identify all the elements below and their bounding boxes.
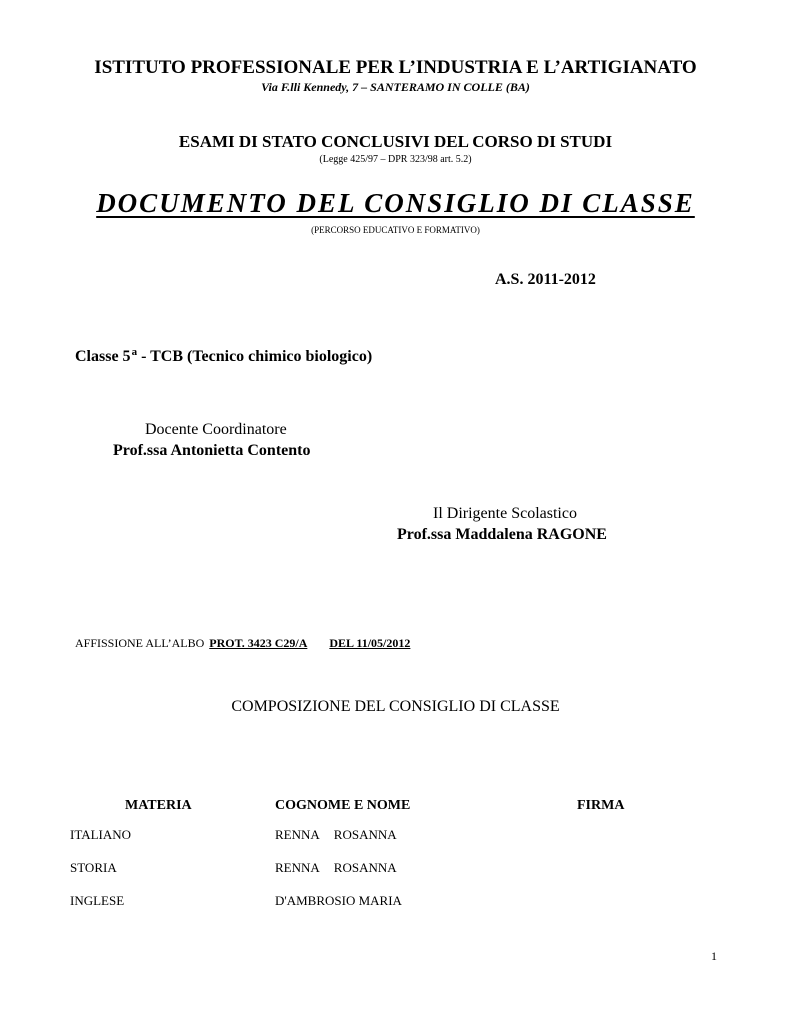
coordinator-label: Docente Coordinatore	[145, 421, 287, 438]
posting-label: AFFISSIONE ALL’ALBO	[75, 636, 205, 650]
teacher-surname: RENNA	[275, 860, 320, 875]
subject-cell: INGLESE	[70, 893, 125, 908]
teacher-first-name: ROSANNA	[333, 860, 397, 875]
composition-title: COMPOSIZIONE DEL CONSIGLIO DI CLASSE	[231, 698, 560, 715]
subject-cell: STORIA	[70, 860, 117, 875]
protocol-number: PROT. 3423 C29/A	[209, 636, 308, 650]
class-prefix: Classe 5	[75, 348, 131, 365]
principal-label: Il Dirigente Scolastico	[433, 505, 577, 522]
document-title: DOCUMENTO DEL CONSIGLIO DI CLASSE	[96, 188, 695, 218]
document-subtitle: (PERCORSO EDUCATIVO E FORMATIVO)	[311, 225, 480, 235]
class-title	[75, 346, 372, 366]
class-suffix: - TCB (Tecnico chimico biologico)	[137, 348, 373, 365]
teacher-surname: RENNA	[275, 827, 320, 842]
class-superscript: a	[131, 346, 138, 358]
teacher-cell: D'AMBROSIO MARIA	[275, 893, 402, 908]
school-name: ISTITUTO PROFESSIONALE PER L’INDUSTRIA E L’ARTIGIANATO	[94, 57, 697, 78]
subject-cell: ITALIANO	[70, 827, 132, 842]
law-reference: (Legge 425/97 – DPR 323/98 art. 5.2)	[319, 154, 472, 165]
posting-protocol	[209, 636, 410, 650]
teacher-first-name: ROSANNA	[333, 827, 397, 842]
posting-line	[75, 636, 410, 651]
coordinator-name: Prof.ssa Antonietta Contento	[113, 442, 311, 459]
page-number: 1	[711, 949, 717, 963]
column-header-subject: MATERIA	[125, 798, 192, 813]
school-year: A.S. 2011-2012	[495, 271, 596, 288]
principal-name: Prof.ssa Maddalena RAGONE	[397, 526, 607, 543]
column-header-name: COGNOME E NOME	[275, 798, 411, 813]
exam-title: ESAMI DI STATO CONCLUSIVI DEL CORSO DI STUDI	[178, 132, 613, 151]
column-header-signature: FIRMA	[577, 798, 625, 813]
teacher-cell	[275, 860, 397, 876]
school-address: Via F.lli Kennedy, 7 – SANTERAMO IN COLLE (BA)	[261, 80, 530, 94]
protocol-date: DEL 11/05/2012	[329, 636, 411, 650]
teacher-cell	[275, 827, 397, 843]
